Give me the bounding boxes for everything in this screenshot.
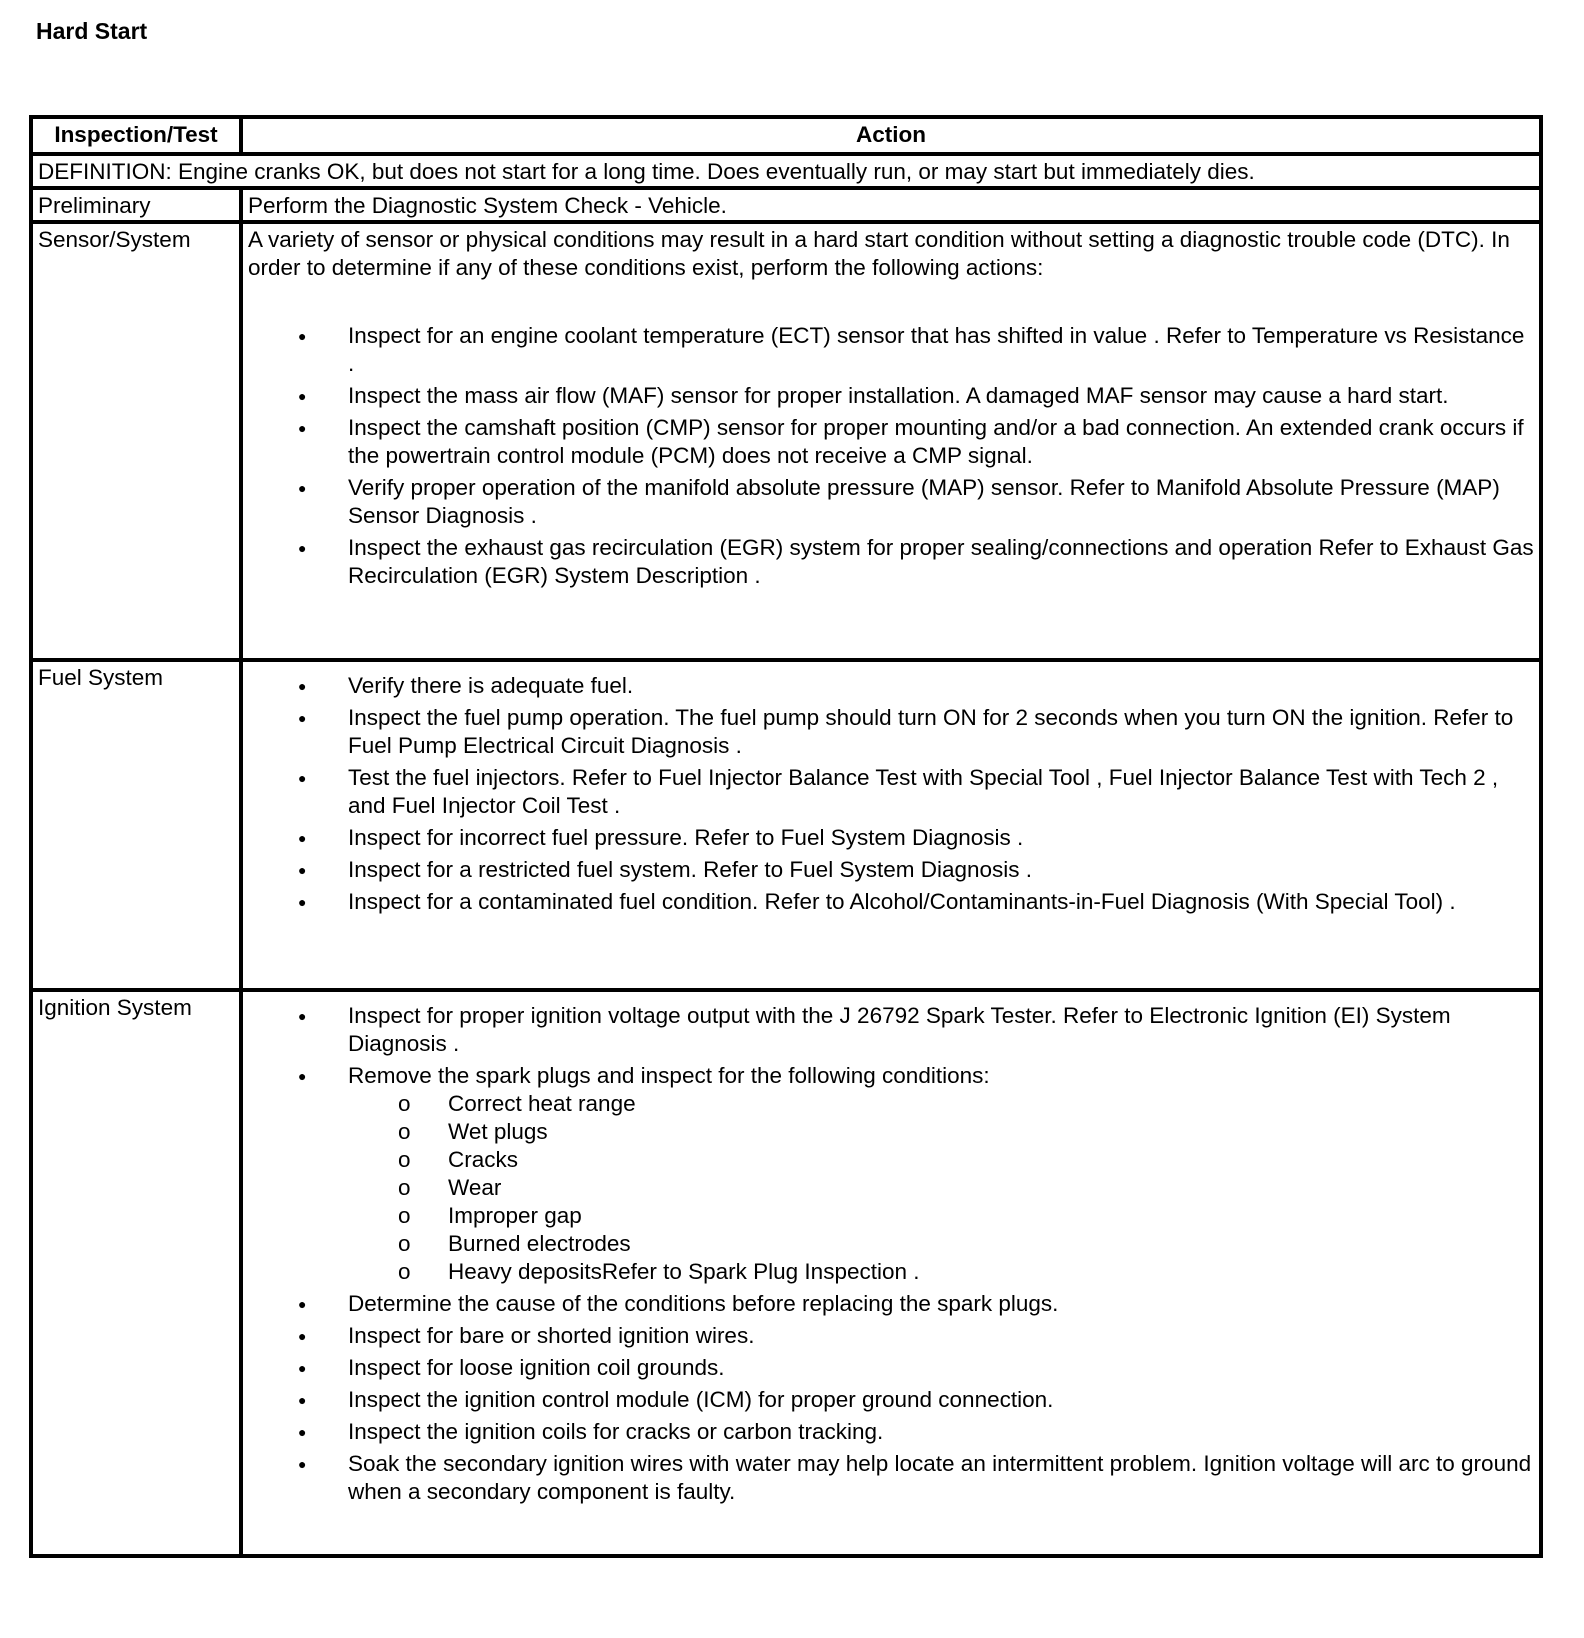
list-item-spark-plugs <box>348 1062 1535 1286</box>
row-sensor-system <box>31 222 1541 660</box>
row-label-ignition-system: Ignition System <box>31 990 241 1556</box>
list-item: ● Inspect the mass air flow (MAF) sensor for proper installation. A damaged MAF sensor may cause a hard start. <box>348 382 1535 410</box>
row-label-preliminary: Preliminary <box>31 188 241 222</box>
ignition-list <box>248 1002 1535 1506</box>
fuel-list <box>248 672 1535 916</box>
header-row <box>31 117 1541 154</box>
list-item: ● Soak the secondary ignition wires with water may help locate an intermittent problem. Ignition voltage will arc to ground when a secondary component is faulty. <box>348 1450 1535 1506</box>
spark-plug-conditions <box>348 1090 1535 1286</box>
page-title: Hard Start <box>36 18 148 44</box>
preliminary-text: Perform the Diagnostic System Check - Vehicle. <box>241 188 1541 222</box>
list-item: ● Inspect for a contaminated fuel condition. Refer to Alcohol/Contaminants-in-Fuel Diagnosis (With Special Tool) . <box>348 888 1535 916</box>
sub-list-item: o Wear <box>448 1174 1535 1202</box>
list-item: ● Determine the cause of the conditions before replacing the spark plugs. <box>348 1290 1535 1318</box>
sensor-action-cell <box>241 222 1541 660</box>
spark-plug-intro: Remove the spark plugs and inspect for the following conditions: <box>348 1063 990 1088</box>
list-item: ● Inspect for bare or shorted ignition wires. <box>348 1322 1535 1350</box>
list-item: ● Inspect for an engine coolant temperature (ECT) sensor that has shifted in value . Refer to Temperature vs Resistance . <box>348 322 1535 378</box>
row-ignition-system <box>31 990 1541 1556</box>
list-item: ● Inspect for a restricted fuel system. Refer to Fuel System Diagnosis . <box>348 856 1535 884</box>
list-item: ● Verify proper operation of the manifold absolute pressure (MAP) sensor. Refer to Manifold Absolute Pressure (MAP) Sensor Diagnosis . <box>348 474 1535 530</box>
list-item: ● Inspect for loose ignition coil grounds. <box>348 1354 1535 1382</box>
list-item: ● Inspect for proper ignition voltage output with the J 26792 Spark Tester. Refer to Electronic Ignition (EI) System Diagnosis . <box>348 1002 1535 1058</box>
row-preliminary <box>31 188 1541 222</box>
list-item: ● Inspect the camshaft position (CMP) sensor for proper mounting and/or a bad connection. An extended crank occurs if the powertrain control module (PCM) does not receive a CMP signal. <box>348 414 1535 470</box>
row-fuel-system <box>31 660 1541 990</box>
list-item: ● Verify there is adequate fuel. <box>348 672 1535 700</box>
fuel-action-cell <box>241 660 1541 990</box>
header-action: Action <box>241 117 1541 154</box>
ignition-action-cell <box>241 990 1541 1556</box>
definition-row <box>31 154 1541 188</box>
sub-list-item: o Correct heat range <box>448 1090 1535 1118</box>
row-label-fuel-system: Fuel System <box>31 660 241 990</box>
row-label-sensor-system: Sensor/System <box>31 222 241 660</box>
sub-list-item: o Improper gap <box>448 1202 1535 1230</box>
sub-list-item: o Cracks <box>448 1146 1535 1174</box>
list-item: ● Inspect the fuel pump operation. The fuel pump should turn ON for 2 seconds when you turn ON the ignition. Refer to Fuel Pump Electrical Circuit Diagnosis . <box>348 704 1535 760</box>
sensor-intro: A variety of sensor or physical conditions may result in a hard start condition without setting a diagnostic trouble code (DTC). In order to determine if any of these conditions exist, perform the following actions: <box>248 227 1510 280</box>
definition-text: DEFINITION: Engine cranks OK, but does not start for a long time. Does eventually run, or may start but immediately dies. <box>31 154 1541 188</box>
sub-list-item: o Wet plugs <box>448 1118 1535 1146</box>
list-item: ● Inspect the ignition coils for cracks or carbon tracking. <box>348 1418 1535 1446</box>
list-item: ● Test the fuel injectors. Refer to Fuel Injector Balance Test with Special Tool , Fuel Injector Balance Test with Tech 2 , and Fuel Injector Coil Test . <box>348 764 1535 820</box>
sensor-list <box>248 322 1535 590</box>
hard-start-table <box>29 115 1543 1558</box>
list-item: ● Inspect the exhaust gas recirculation (EGR) system for proper sealing/connections and operation Refer to Exhaust Gas Recirculation (EGR) System Description . <box>348 534 1535 590</box>
sub-list-item: o Heavy depositsRefer to Spark Plug Inspection . <box>448 1258 1535 1286</box>
list-item: ● Inspect for incorrect fuel pressure. Refer to Fuel System Diagnosis . <box>348 824 1535 852</box>
sub-list-item: o Burned electrodes <box>448 1230 1535 1258</box>
list-item: ● Inspect the ignition control module (ICM) for proper ground connection. <box>348 1386 1535 1414</box>
header-inspection: Inspection/Test <box>31 117 241 154</box>
